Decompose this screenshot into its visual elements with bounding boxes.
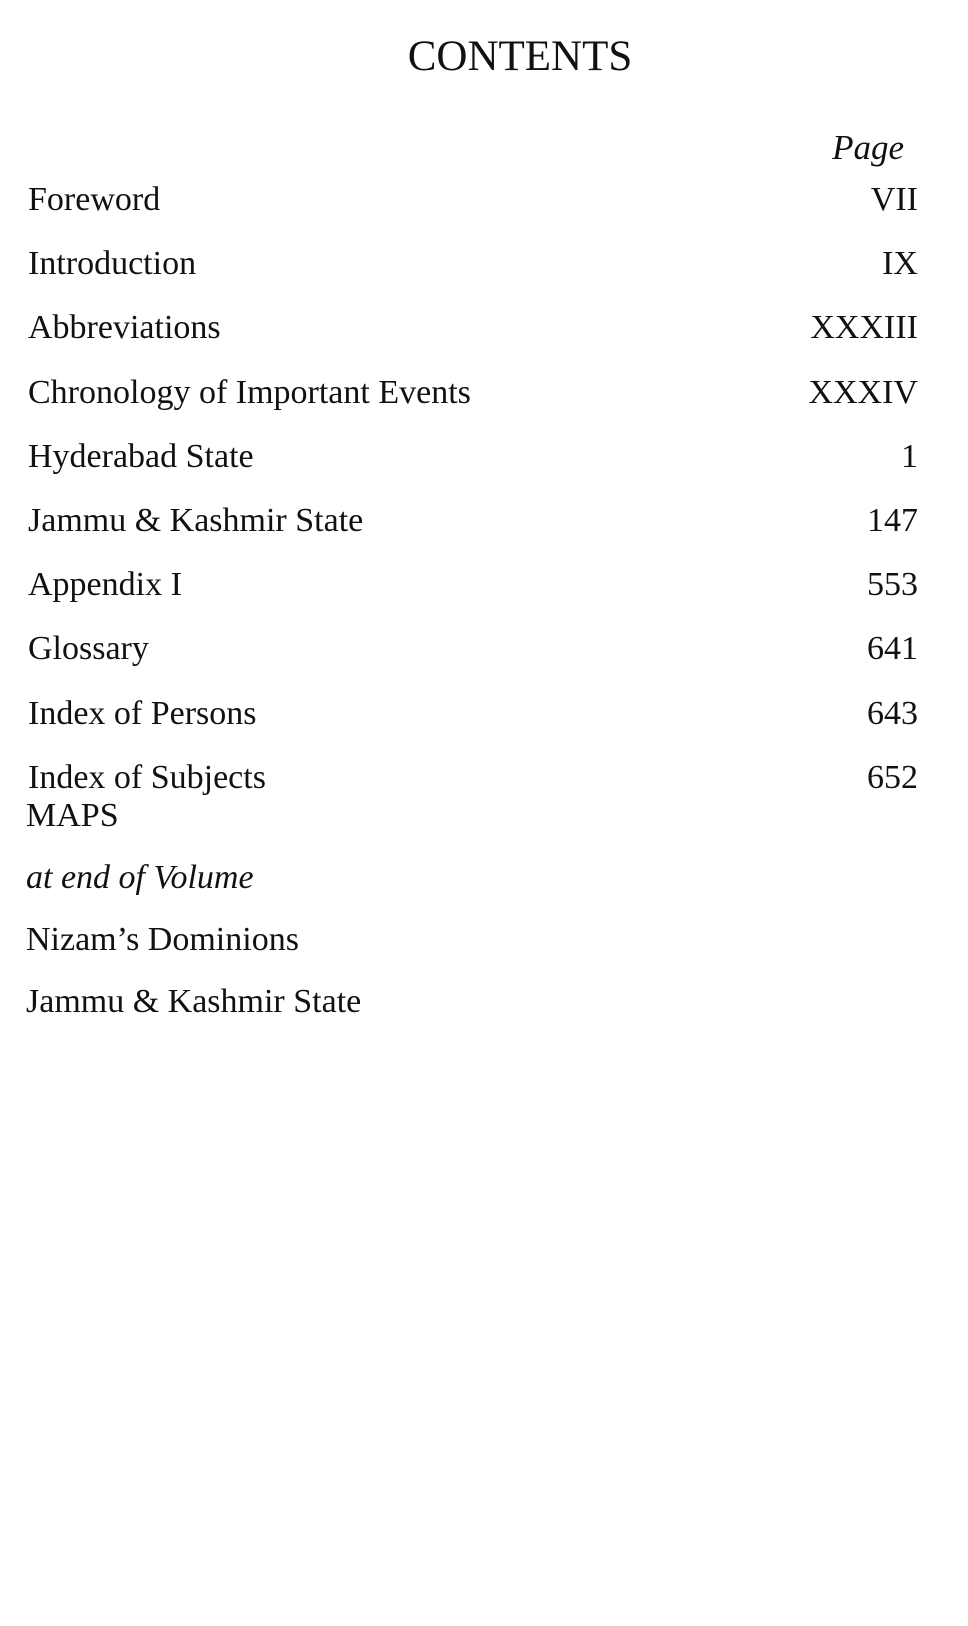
toc-entry (28, 622, 918, 686)
toc-list (28, 173, 918, 815)
toc-entry (28, 558, 918, 622)
toc-entry (28, 301, 918, 365)
map-item: Jammu & Kashmir State (26, 983, 362, 1020)
page-column-header: Page (832, 128, 904, 167)
maps-note: at end of Volume (26, 859, 254, 896)
toc-entry (28, 430, 918, 494)
map-item: Nizam’s Dominions (26, 921, 299, 958)
toc-entry-label: Chronology of Important Events (28, 373, 471, 411)
toc-entry (28, 237, 918, 301)
toc-entry-label: Hyderabad State (28, 437, 254, 475)
toc-entry-label: Foreword (28, 181, 161, 218)
toc-entry-page: 652 (867, 758, 918, 796)
toc-entry-page: 147 (867, 501, 918, 539)
toc-entry-label: Glossary (28, 630, 149, 668)
toc-entry-page: 1 (901, 437, 918, 475)
toc-entry-page: 643 (867, 694, 918, 732)
toc-entry (28, 366, 918, 430)
toc-entry-page: IX (882, 245, 918, 283)
toc-entry-label: Index of Persons (28, 694, 257, 732)
toc-entry (28, 687, 918, 751)
toc-entry (28, 494, 918, 558)
toc-entry-label: Index of Subjects (28, 758, 266, 796)
toc-entry-page: XXXIV (808, 373, 918, 411)
toc-entry-page: XXXIII (810, 309, 918, 347)
toc-entry-label: Abbreviations (28, 309, 221, 347)
toc-entry-label: Jammu & Kashmir State (28, 501, 364, 539)
toc-entry-label: Introduction (28, 245, 197, 283)
toc-entry-page: VII (870, 181, 918, 218)
maps-section (26, 789, 726, 1037)
toc-entry-label: Appendix I (28, 566, 182, 604)
toc-entry-page: 553 (867, 566, 918, 604)
toc-entry (28, 173, 918, 237)
maps-heading: MAPS (26, 797, 119, 834)
page-title: CONTENTS (407, 33, 633, 80)
toc-entry-page: 641 (867, 630, 918, 668)
